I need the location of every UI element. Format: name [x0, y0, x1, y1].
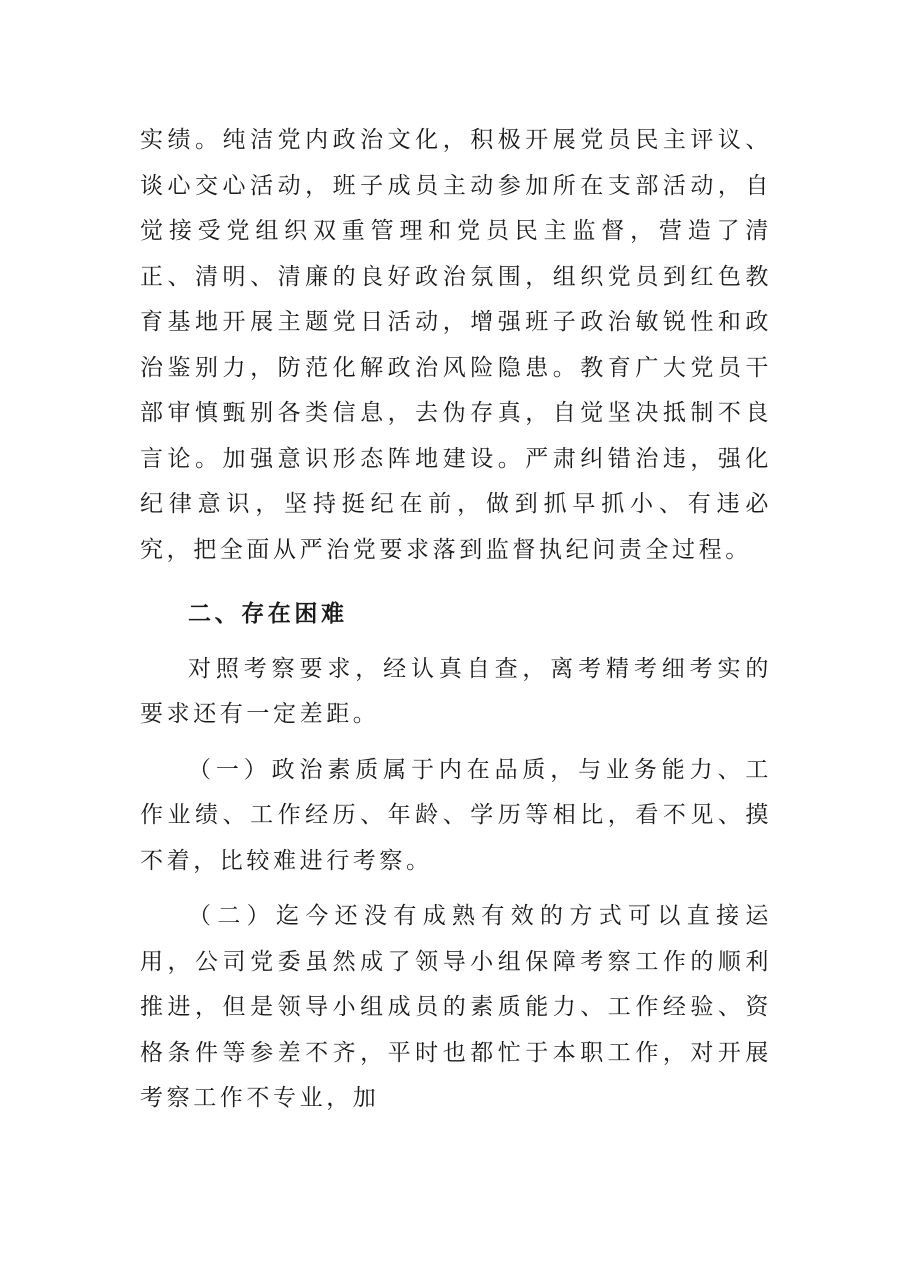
document-body: [140, 118, 772, 1122]
paragraph-self-check: 对照考察要求，经认真自查，离考精考细考实的要求还有一定差距。: [140, 655, 772, 727]
paragraph-difficulty-1: （一）政治素质属于内在品质，与业务能力、工作业绩、工作经历、年龄、学历等相比，看不见、摸不着，比较难进行考察。: [140, 756, 772, 874]
paragraph-continuation: 实绩。纯洁党内政治文化，积极开展党员民主评议、谈心交心活动，班子成员主动参加所在支部活动，自觉接受党组织双重管理和党员民主监督，营造了清正、清明、清廉的良好政治氛围，组织党员到红色教育基地开展主题党日活动，增强班子政治敏锐性和政治鉴别力，防范化解政治风险隐患。教育广大党员干部审慎甄别各类信息，去伪存真，自觉坚决抵制不良言论。加强意识形态阵地建设。严肃纠错治违，强化纪律意识，坚持挺纪在前，做到抓早抓小、有违必究，把全面从严治党要求落到监督执纪问责全过程。: [140, 127, 772, 563]
paragraph-difficulty-2: （二）迄今还没有成熟有效的方式可以直接运用，公司党委虽然成了领导小组保障考察工作的顺利推进，但是领导小组成员的素质能力、工作经验、资格条件等参差不齐，平时也都忙于本职工作，对开展考察工作不专业，加: [140, 903, 772, 1111]
section-heading: 二、存在困难: [188, 600, 348, 627]
